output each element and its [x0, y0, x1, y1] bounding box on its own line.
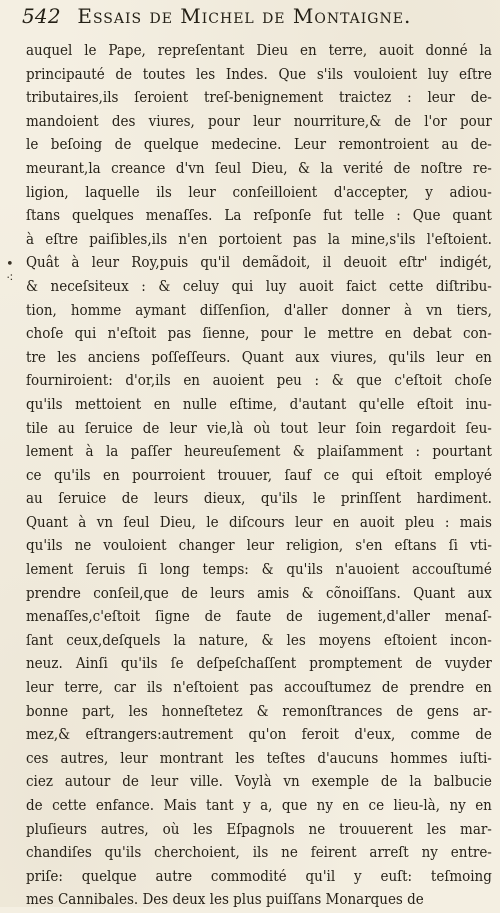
text-line: prendre conſeil,que de leurs amis & cõnoiſſans. Quant aux: [26, 585, 492, 602]
text-line: chandiſes qu'ils cherchoient, ils ne feirent arreſt ny entre-: [26, 845, 492, 862]
text-line: lement ſeruis ſi long temps: & qu'ils n'auoient accouſtumé: [26, 562, 492, 579]
text-line: meurant,la creance d'vn ſeul Dieu, & la verité de noſtre re-: [26, 160, 492, 177]
text-line: mez,& eſtrangers:autrement qu'on feroit d'eux, comme de: [26, 727, 492, 744]
text-line: ciez autour de leur ville. Voylà vn exemple de la balbucie: [26, 774, 492, 791]
text-line: au ſeruice de leurs dieux, qu'ils le prinſſent hardiment.: [26, 491, 492, 508]
text-line: fourniroient: d'or,ils en auoient peu : & que c'eſtoit choſe: [26, 373, 492, 390]
text-line: de cette enfance. Mais tant y a, que ny en ce lieu-là, ny en: [26, 798, 492, 814]
text-line: ligion, laquelle ils leur conſeilloient d'accepter, y adiou-: [26, 184, 492, 201]
text-line: Quât à leur Roy,puis qu'il demãdoit, il deuoit eſtr' indigét,: [26, 255, 492, 272]
text-line: qu'ils mettoient en nulle eſtime, d'autant qu'elle eſtoit inu-: [26, 396, 492, 413]
text-line: ce qu'ils en pourroient trouuer, ſauf ce qui eſtoit employé: [26, 467, 492, 484]
text-line: ſant ceux,deſquels la nature, & les moyens eſtoient incon-: [26, 632, 492, 649]
text-line: qu'ils ne vouloient changer leur religion, s'en eſtans ſi vti-: [26, 538, 492, 555]
running-title: Essais de Michel de Montaigne.: [77, 4, 412, 28]
text-line: lement à la paſſer heureuſement & plaiſamment : pourtant: [26, 444, 492, 461]
text-line: tributaires,ils ſeroient treſ-benignement traictez : leur de-: [26, 90, 492, 107]
text-line: principauté de toutes les Indes. Que s'ils vouloient luy eſtre: [26, 66, 492, 83]
body-text: [26, 40, 492, 913]
text-line: & neceſsiteux : & celuy qui luy auoit faict cette diſtribu-: [26, 278, 492, 295]
text-line: mes Cannibales. Des deux les plus puiſſans Monarques de: [26, 892, 424, 909]
text-line: neuz. Ainſi qu'ils ſe deſpeſchaſſent promptement de vuyder: [26, 656, 492, 673]
text-line: le beſoing de quelque medecine. Leur remontroient au de-: [26, 137, 492, 154]
text-line: Quant à vn ſeul Dieu, le diſcours leur en auoit pleu : mais: [26, 514, 492, 531]
text-line: mandoient des viures, pour leur nourriture,& de l'or pour: [26, 113, 492, 130]
text-line: leur terre, car ils n'eſtoient pas accouſtumez de prendre en: [26, 680, 492, 697]
text-line: tion, homme aymant diſſenſion, d'aller donner à vn tiers,: [26, 302, 492, 319]
margin-mark: • ⁖: [6, 257, 14, 286]
text-line: tre les anciens poſſeſſeurs. Quant aux viures, qu'ils leur en: [26, 349, 492, 366]
text-line: bonne part, les honneſtetez & remonſtrances de gens ar-: [26, 703, 492, 720]
text-line: priſe: quelque autre commodité qu'il y euſt: teſmoing: [26, 868, 492, 885]
text-line: ces autres, leur montrant les teſtes d'aucuns hommes iuſti-: [26, 750, 492, 767]
page-number: 542: [22, 4, 61, 28]
text-line: tile au ſeruice de leur vie,là où tout leur ſoin regardoit ſeu-: [26, 420, 492, 437]
page-header: [22, 4, 492, 40]
text-line: auquel le Pape, repreſentant Dieu en terre, auoit donné la: [26, 43, 492, 59]
text-line: choſe qui n'eſtoit pas ſienne, pour le mettre en debat con-: [26, 326, 492, 343]
text-line: à eſtre paiſibles,ils n'en portoient pas la mine,s'ils l'eſtoient.: [26, 231, 492, 248]
text-line: pluſieurs autres, où les Eſpagnols ne trouuerent les mar-: [26, 821, 492, 838]
text-line: ſtans quelques menaſſes. La reſponſe fut telle : Que quant: [26, 208, 492, 225]
text-line: menaſſes,c'eſtoit ſigne de faute de iugement,d'aller menaſ-: [26, 609, 492, 626]
